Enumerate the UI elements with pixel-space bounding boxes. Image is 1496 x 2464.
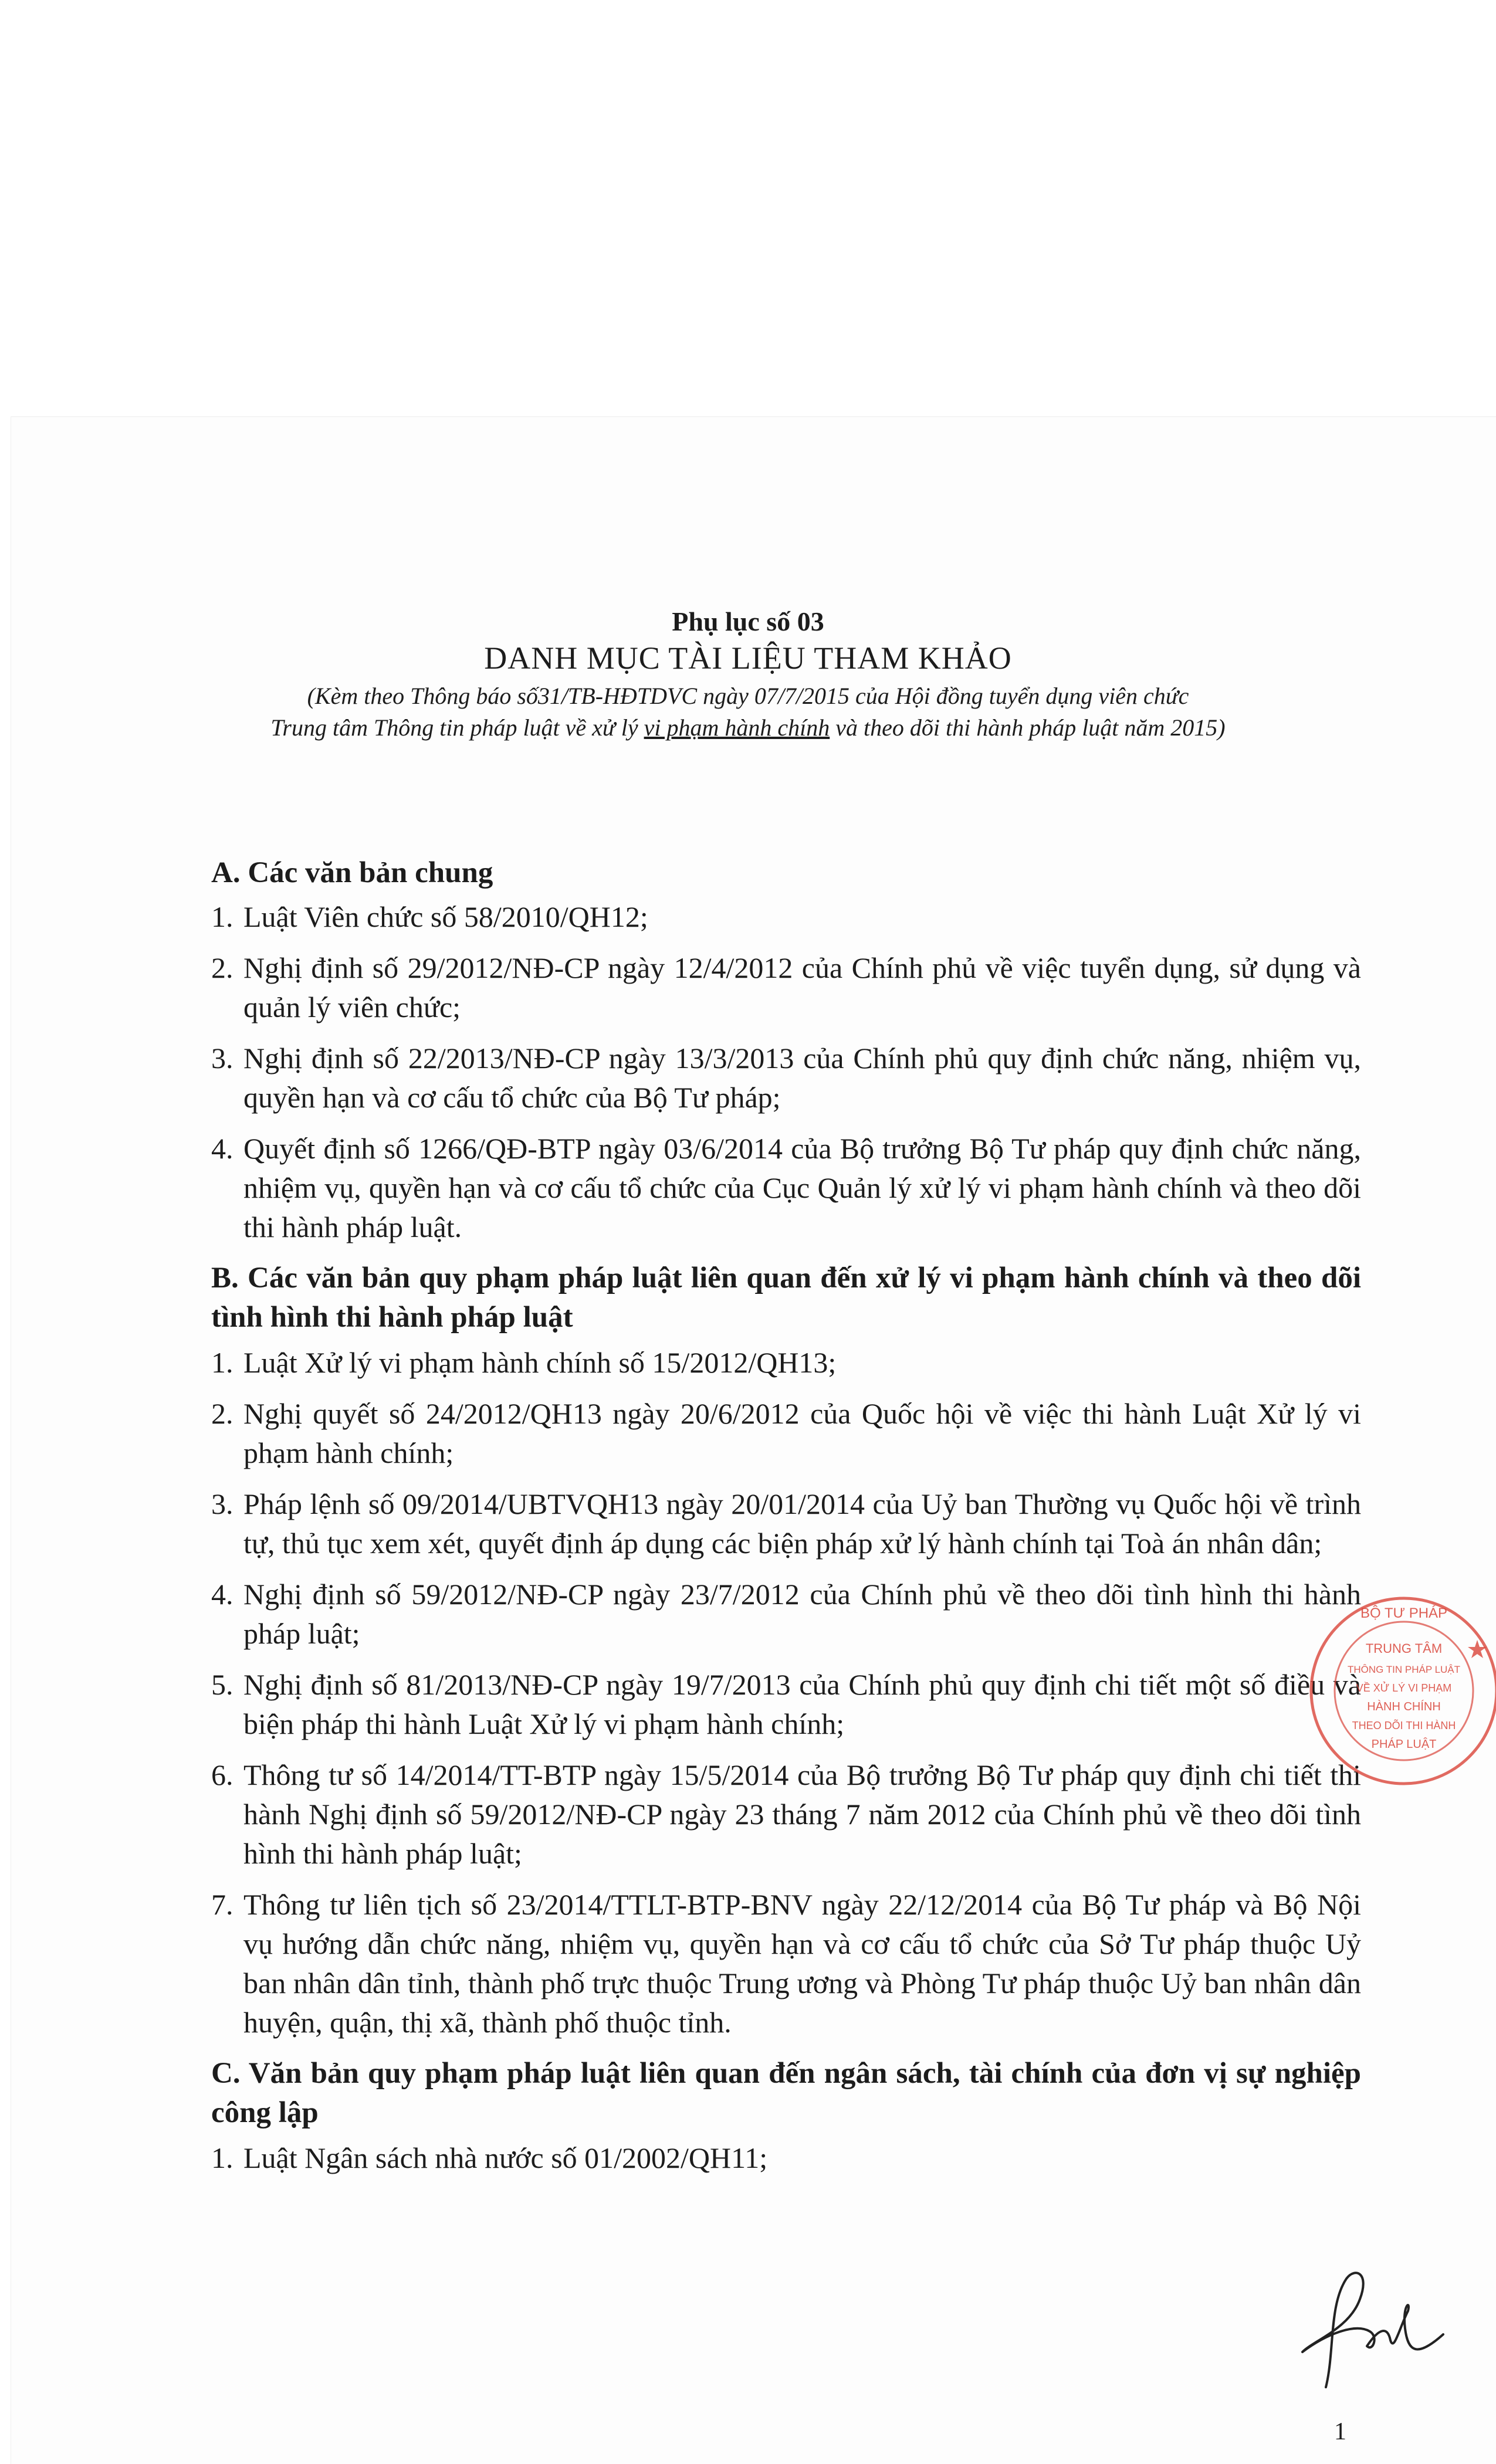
item-text: Quyết định số 1266/QĐ-BTP ngày 03/6/2014 của Bộ trưởng Bộ Tư pháp quy định chức năng, nhiệm vụ, quyền hạn và cơ cấu tổ chức của Cục Quản lý xử lý vi phạm hành chính và theo dõi thi hành pháp luật. (243, 1132, 1361, 1243)
list-item (211, 1343, 1361, 1382)
list-item (211, 1394, 1361, 1473)
list-item (211, 1885, 1361, 2042)
list-item (211, 1484, 1361, 1563)
seal-line: VỀ XỬ LÝ VI PHẠM (1356, 1682, 1452, 1694)
item-number: 2. (211, 1397, 233, 1430)
item-text: Nghị quyết số 24/2012/QH13 ngày 20/6/2012 của Quốc hội về việc thi hành Luật Xử lý vi phạm hành chính; (243, 1397, 1361, 1469)
list-item (211, 1039, 1361, 1117)
item-text: Luật Ngân sách nhà nước số 01/2002/QH11; (243, 2141, 768, 2174)
section-c-list (211, 2138, 1361, 2178)
section-c-heading: C. Văn bản quy phạm pháp luật liên quan đến ngân sách, tài chính của đơn vị sự nghiệp công lập (211, 2057, 1361, 2129)
item-text: Nghị định số 81/2013/NĐ-CP ngày 19/7/2013 của Chính phủ quy định chi tiết một số điều và biện pháp thi hành Luật Xử lý vi phạm hành chính; (243, 1668, 1361, 1740)
handwritten-signature (1291, 2264, 1449, 2393)
document-body (211, 853, 1361, 2190)
subtitle-line-2-end: và theo dõi thi hành pháp luật năm 2015) (830, 714, 1226, 741)
seal-line: HÀNH CHÍNH (1367, 1700, 1441, 1713)
item-text: Luật Viên chức số 58/2010/QH12; (243, 900, 648, 933)
item-text: Nghị định số 22/2013/NĐ-CP ngày 13/3/2013 của Chính phủ quy định chức năng, nhiệm vụ, quyền hạn và cơ cấu tổ chức của Bộ Tư pháp; (243, 1042, 1361, 1114)
item-number: 1. (211, 1346, 233, 1379)
item-text: Thông tư số 14/2014/TT-BTP ngày 15/5/2014 của Bộ trưởng Bộ Tư pháp quy định chi tiết thi hành Nghị định số 59/2012/NĐ-CP ngày 23 tháng 7 năm 2012 của Chính phủ về theo dõi tình hình thi hành pháp luật; (243, 1758, 1361, 1870)
section-b-heading: B. Các văn bản quy phạm pháp luật liên quan đến xử lý vi phạm hành chính và theo dõi tình hình thi hành pháp luật (211, 1262, 1361, 1334)
document-header (0, 604, 1496, 744)
seal-ring-text: BỘ TƯ PHÁP (1360, 1605, 1448, 1621)
list-item (211, 897, 1361, 937)
item-number: 3. (211, 1042, 233, 1075)
list-item (211, 1129, 1361, 1247)
seal-line: THEO DÕI THI HÀNH (1352, 1720, 1456, 1731)
section-a-heading: A. Các văn bản chung (211, 856, 493, 889)
item-number: 2. (211, 951, 233, 984)
item-number: 7. (211, 1888, 233, 1921)
document-title: DANH MỤC TÀI LIỆU THAM KHẢO (484, 640, 1012, 676)
item-text: Luật Xử lý vi phạm hành chính số 15/2012/QH13; (243, 1346, 837, 1379)
list-item (211, 1755, 1361, 1873)
list-item (211, 1575, 1361, 1653)
list-item (211, 1665, 1361, 1744)
official-seal-stamp (1307, 1594, 1496, 1788)
seal-line: TRUNG TÂM (1365, 1641, 1443, 1656)
list-item (211, 948, 1361, 1027)
document-subtitle (0, 680, 1496, 744)
item-text: Pháp lệnh số 09/2014/UBTVQH13 ngày 20/01/2014 của Uỷ ban Thường vụ Quốc hội về trình tự, thủ tục xem xét, quyết định áp dụng các biện pháp xử lý hành chính tại Toà án nhân dân; (243, 1487, 1361, 1560)
item-number: 3. (211, 1487, 233, 1520)
subtitle-line-2-start: Trung tâm Thông tin pháp luật về xử lý (270, 714, 644, 741)
subtitle-line-2 (0, 712, 1496, 744)
item-text: Nghị định số 59/2012/NĐ-CP ngày 23/7/2012 của Chính phủ về theo dõi tình hình thi hành pháp luật; (243, 1578, 1361, 1650)
item-number: 1. (211, 900, 233, 933)
section-b-list (211, 1343, 1361, 2042)
seal-line: THÔNG TIN PHÁP LUẬT (1347, 1664, 1461, 1675)
item-number: 1. (211, 2141, 233, 2174)
list-item (211, 2138, 1361, 2178)
page-number: 1 (1334, 2418, 1346, 2445)
item-text: Nghị định số 29/2012/NĐ-CP ngày 12/4/2012 của Chính phủ về việc tuyển dụng, sử dụng và quản lý viên chức; (243, 951, 1361, 1023)
appendix-label: Phụ lục số 03 (672, 606, 824, 636)
item-number: 5. (211, 1668, 233, 1701)
item-number: 4. (211, 1132, 233, 1165)
seal-line: PHÁP LUẬT (1371, 1738, 1437, 1751)
item-number: 4. (211, 1578, 233, 1611)
section-a-list (211, 897, 1361, 1247)
subtitle-underlined-phrase: vi phạm hành chính (644, 714, 830, 741)
subtitle-line-1: (Kèm theo Thông báo số31/TB-HĐTDVC ngày 07/7/2015 của Hội đồng tuyển dụng viên chức (307, 683, 1189, 709)
item-text: Thông tư liên tịch số 23/2014/TTLT-BTP-BNV ngày 22/12/2014 của Bộ Tư pháp và Bộ Nội vụ hướng dẫn chức năng, nhiệm vụ, quyền hạn và cơ cấu tổ chức của Sở Tư pháp thuộc Uỷ ban nhân dân tỉnh, thành phố trực thuộc Trung ương và Phòng Tư pháp thuộc Uỷ ban nhân dân huyện, quận, thị xã, thành phố thuộc tỉnh. (243, 1888, 1361, 2039)
item-number: 6. (211, 1758, 233, 1791)
